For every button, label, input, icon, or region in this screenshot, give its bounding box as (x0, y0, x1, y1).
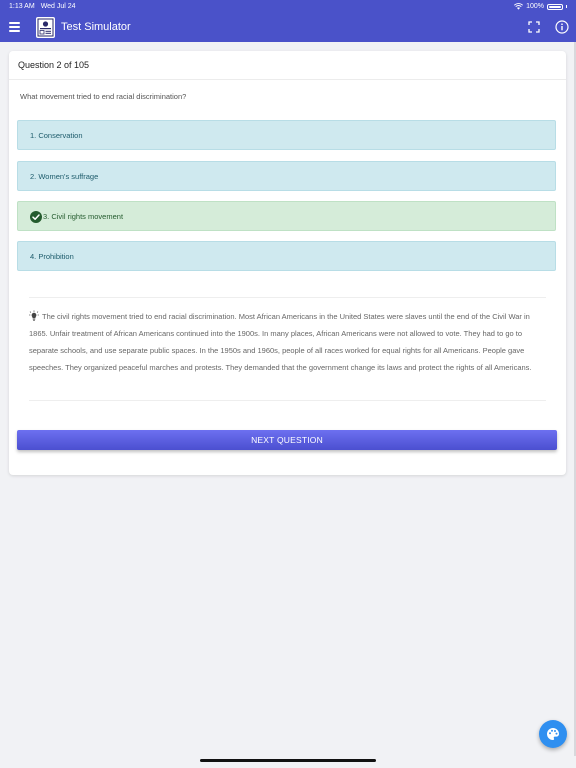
answer-option-1[interactable] (17, 120, 556, 150)
next-question-button[interactable]: NEXT QUESTION (17, 430, 557, 450)
menu-icon[interactable] (9, 22, 20, 32)
wifi-icon (514, 3, 523, 10)
divider (29, 400, 546, 401)
explanation-text: The civil rights movement tried to end racial discrimination. Most African Americans in the United States were slaves until the end of the Civil War in 1865. Unfair treatment of African Americans continued into the 1900s. In many places, African Americans were not allowed to vote. They had to go to separate schools, and use separate public spaces. In the 1950s and 1960s, people of all races worked for equal rights for all Americans. People gave speeches. They organized peaceful marches and protests. They demanded that the government change its laws and protect the rights of all Americans. (29, 312, 532, 372)
status-left (9, 3, 76, 10)
check-circle-icon (30, 211, 42, 223)
lightbulb-icon (29, 310, 39, 321)
question-number: Question 2 of 105 (18, 60, 90, 70)
status-bar (0, 0, 576, 14)
answer-option-label: 3. Civil rights movement (43, 212, 124, 221)
fullscreen-icon[interactable] (528, 21, 540, 33)
status-date: Wed Jul 24 (40, 3, 76, 10)
theme-palette-button[interactable] (539, 720, 567, 748)
battery-percent: 100% (526, 3, 544, 10)
card-header (9, 51, 566, 80)
explanation-panel (29, 308, 547, 376)
status-right (514, 3, 567, 10)
question-card (9, 51, 566, 475)
home-indicator[interactable] (200, 759, 376, 762)
app-bar (0, 14, 576, 42)
status-time: 1:13 AM (9, 3, 35, 10)
answer-option-label: 4. Prohibition (30, 252, 74, 261)
answer-option-label: 1. Conservation (30, 131, 83, 140)
answer-option-4[interactable] (17, 241, 556, 271)
answer-option-3[interactable] (17, 201, 556, 231)
info-icon[interactable] (555, 20, 569, 34)
answer-option-2[interactable] (17, 161, 556, 191)
palette-icon (546, 727, 560, 741)
question-text: What movement tried to end racial discrimination? (20, 92, 187, 101)
app-title: Test Simulator (61, 21, 131, 33)
battery-tip (566, 5, 567, 8)
battery-icon (547, 4, 563, 10)
app-logo-icon (36, 17, 55, 38)
answer-option-label: 2. Women's suffrage (30, 172, 99, 181)
divider (29, 297, 546, 298)
